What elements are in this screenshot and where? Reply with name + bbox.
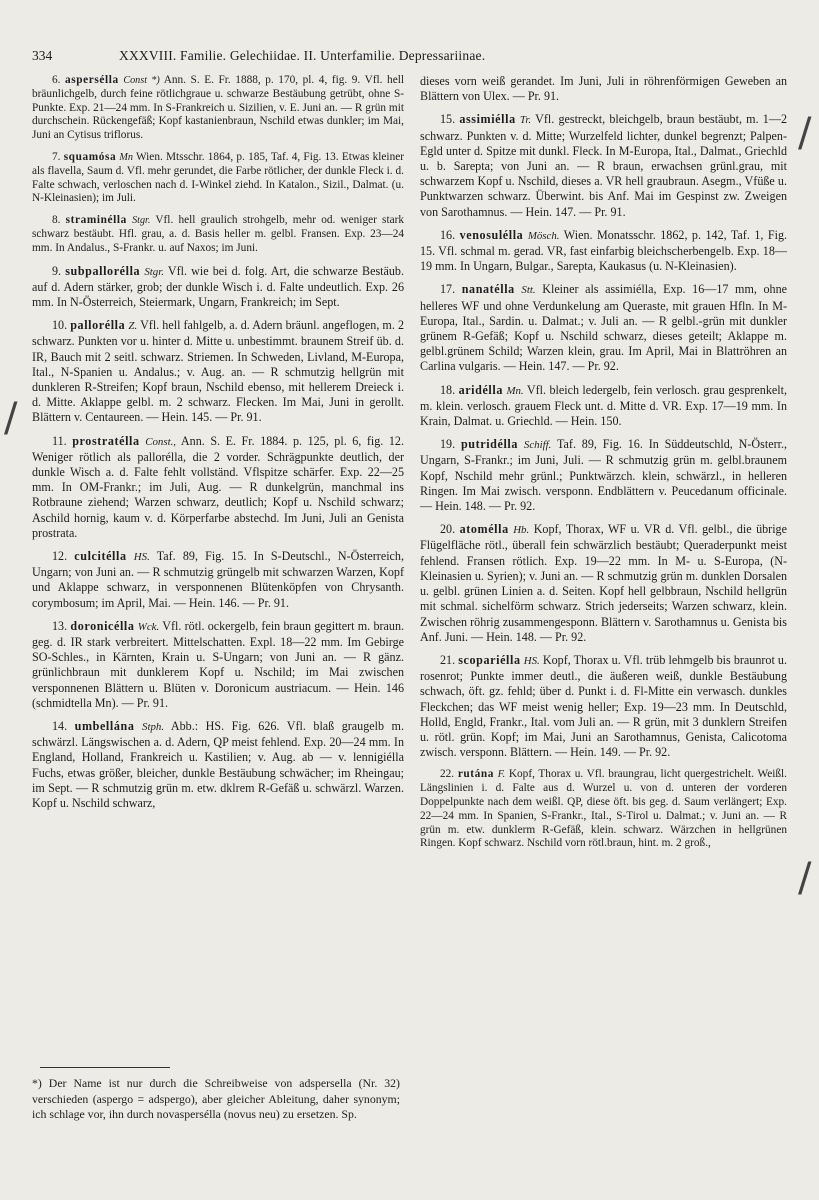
species-name: atomélla: [459, 522, 509, 537]
species-name: pallorélla: [70, 318, 126, 333]
species-name: aspersélla: [65, 74, 119, 86]
footnote: *) Der Name ist nur durch die Schreibweise von adspersella (Nr. 32) verschieden (aspergo = adspergo), aber gleicher Ableitung, daher synonym; ich schlage vor, ihn durch novaspersélla (novus neu) zu ersetzen. Sp.: [32, 1076, 400, 1121]
species-name: umbellána: [74, 719, 135, 734]
species-name: aridélla: [458, 382, 503, 397]
author-name: Mn: [119, 151, 133, 163]
species-name: scopariélla: [458, 652, 521, 667]
author-name: Stgr.: [144, 265, 164, 278]
footnote-rule: [40, 1067, 170, 1068]
species-entry: [420, 383, 787, 430]
pencil-mark-left: /: [4, 395, 18, 441]
entry-text: Wien. Monatsschr. 1862, p. 142, Taf. 1, Fig. 15. Vfl. schmal m. gerad. VR, fast einfarbig bleichscherbengelb. Exp. 18—19 mm. In Ungarn, Bulgar., Sarepta, Kaukasus (u. N-Kleinasien).: [420, 227, 788, 274]
species-entry: [32, 74, 404, 143]
species-entry: [420, 768, 787, 851]
author-name: Z.: [128, 320, 138, 333]
species-entry: [32, 318, 404, 425]
entry-number: 15.: [440, 112, 456, 127]
species-name: doronicélla: [70, 618, 135, 633]
left-column: [32, 74, 404, 819]
entry-number: 22.: [440, 768, 455, 781]
species-entry: [420, 282, 787, 374]
entry-text: Vfl. wie bei d. folg. Art, die schwarze Bestäub. auf d. Adern stärker, grob; der dunkle Wisch i. d. Falte undeutlich. Exp. 26 mm. In N-Österreich, Steiermark, Ungarn, Frankreich; im Sept.: [32, 263, 404, 309]
species-entry: [32, 549, 404, 611]
entry-number: 12.: [52, 549, 68, 564]
author-name: Stgr.: [132, 215, 151, 227]
species-name: assimiélla: [459, 112, 516, 127]
entry-text: Vfl. hell graulich strohgelb, mehr od. weniger stark schwarz bestäubt. Hfl. grau, a. d. Basis heller m. gelbl. Fransen. Exp. 23—24 mm. In Andalus., S-Frankr. u. auf Naxos; im Juni.: [32, 214, 405, 254]
species-name: squamósa: [63, 150, 117, 163]
species-entry: [32, 619, 404, 711]
species-entry: [420, 228, 787, 275]
entry-number: 8.: [52, 214, 61, 227]
author-name: Wck.: [137, 620, 160, 633]
entry-text: Vfl. rötl. ockergelb, fein braun gegittert m. braun. geg. d. IR stark verbreitert. Mittelschatten. Expl. 18—22 mm. Im Gebirge SO-Schles., in Kärnten, Krain u. S-Ungarn; von Juni an. — R gänz. grünlichbraun mit dunklerem Kopf u. Nschild; im Mai zwischen versponnenen Blättern u. Blüten v. Doronicum austriacum. — Hein. 146 (schmidtella Mn). — Pr. 91.: [32, 618, 405, 710]
entry-number: 14.: [52, 719, 68, 734]
entry-text: Vfl. bleich ledergelb, fein verlosch. grau gesprenkelt, m. klein. verlosch. grauem Fleck unt. d. Mitte d. VR. Exp. 17—19 mm. In Krain, Dalmat. u. Griechld. — Hein. 150.: [420, 382, 787, 429]
species-name: culcitélla: [74, 549, 127, 564]
entry-text: Kopf, Thorax u. Vfl. trüb lehmgelb bis braunrot u. rosenrot; Punkte immer deutl., die äußeren weiß, dunkle Bestäubung schwach, öft. gz. fehld; über d. Punkt i. d. Fl-Mitte ein verwasch. dunkles Fleckchen; das WF meist wenig heller; Exp. 19—23 mm. In Deutschld, Holld, Engld, Frankr., Ital. vom Juli an. — R grün, mit 3 dunklern Streifen u. rötl. grün. Kopf; im Mai, Juni an Sarothamnus, Genista, Calicotoma zwisch. versponn. Blättern. — Hein. 149. — Pr. 92.: [420, 652, 788, 760]
entry-text: dieses vorn weiß gerandet. Im Juni, Juli in röhrenförmigen Geweben an Blättern von Ulex. — Pr. 91.: [420, 74, 787, 104]
species-entry: [420, 437, 787, 514]
author-name: HS.: [523, 654, 540, 667]
entry-number: 13.: [52, 618, 68, 633]
pencil-mark-right-2: /: [798, 855, 812, 901]
entry-number: 18.: [440, 382, 456, 397]
species-entry: [32, 151, 404, 206]
entry-text: Kopf, Thorax, WF u. VR d. Vfl. gelbl., die übrige Flügelfläche rötl., überall fein schwärzlich bestäubt; Queraderpunkt meist fehlend. Fransen rötlich. Exp. 19—22 mm. In M- u. S-Europa, (N-Kleinasien u. Syrien); v. Juni an. — R schmutzig grün m. dunklen Dorsalen u. gelbl. grünen Linien a. d. Seiten. Kopf hell gelbbraun, Nschild hellgrün mit schmal. sichelförm schwarz. Strich jederseits; Warzen schwarz, klein. Zwischen röhrig zusammengesponn. Blättern v. Sarothamnus u. Genista bis Anf. Juni. — Hein. 148. — Pr. 92.: [420, 522, 787, 644]
entry-text: Vfl. hell fahlgelb, a. d. Adern bräunl. angeflogen, m. 2 schwarz. Punkten vor u. hinter d. Mitte u. unbestimmt. braunem Streif üb. d. IR, Bauch mit 2 seitl. schwarz. Striemen. In Schweden, Livland, M-Europa, Ital., N-Spanien u. Andalus.; v. Aug. an. — R schmutzig hellgrün mit dunkleren R-Streifen; Kopf braun, Nschild ebenso, mit hellerem Dreieck i. d. Mitte. Aklappe gelbl. m. 2 schwarz. Flecken. Im Mai, Juni in gerollt. Blättern v. Centaureen. — Hein. 145. — Pr. 91.: [32, 318, 405, 425]
entry-text: Taf. 89, Fig. 15. In S-Deutschl., N-Österreich, Ungarn; von Juni an. — R schmutzig grüngelb mit schwarzen Warzen, Kopf und Aklappe schwarz, in versponnenen Blütenköpfen von Chrysanth. corymbosum; im April, Mai. — Hein. 146. — Pr. 91.: [32, 549, 404, 610]
entry-number: 19.: [440, 437, 456, 452]
entry-number: 21.: [440, 652, 456, 667]
running-title: XXXVIII. Familie. Gelechiidae. II. Unterfamilie. Depressariinae.: [119, 48, 486, 63]
entry-number: 7.: [52, 150, 61, 163]
entry-number: 11.: [52, 433, 67, 448]
author-name: HS.: [133, 551, 150, 564]
author-name: Hb.: [513, 524, 530, 537]
entry-text: Ann. S. E. Fr. 1884. p. 125, pl. 6, fig. 12. Weniger rötlich als pallorélla, die 2 vorder. Schrägpunkte deutlich, der dunkle Wisch a. d. Falte fehlt vollständ. Vflspitze schärfer. Exp. 22—25 mm. In OM-Frankr.; im Juli, Aug. — R dunkelgrün, manchmal ins Rotbraune ziehend; Warzen schwarz, deutlich; Kopf u. Nschild schwarz; Aschild hornig, kaum v. d. Körperfarbe abstechd. Im Juni, Juli an Genista prostrata.: [32, 433, 404, 540]
species-entry: [420, 112, 787, 219]
species-name: putridélla: [460, 437, 519, 452]
author-name: Stt.: [521, 284, 536, 297]
species-entry: [32, 434, 404, 541]
species-name: straminélla: [65, 214, 127, 227]
author-name: Mösch.: [527, 229, 560, 242]
entry-text: Taf. 89, Fig. 16. In Süddeutschld, N-Österr., Ungarn, S-Frankr.; im Juni, Juli. — R schmutzig grün m. gelbl.braunem Kopf, Nschild mehr grünl.; Punktwärzch. klein, schwärzl., in helleren Ringen. Im Mai zwisch. versponn. Endblättern v. Peucedanum officinale. — Hein. 148. — Pr. 92.: [420, 437, 788, 514]
page-number: 334: [32, 48, 53, 63]
entry-number: 10.: [52, 318, 68, 333]
author-name: Const.,: [145, 435, 177, 448]
entry-number: 16.: [440, 227, 456, 242]
right-column: [420, 74, 787, 859]
species-name: rutána: [457, 768, 495, 781]
species-name: prostratélla: [72, 433, 140, 448]
species-name: nanatélla: [461, 282, 515, 297]
entry-text: Kopf, Thorax u. Vfl. braungrau, licht quergestrichelt. Weißl. Längslinien i. d. Falte aus d. Wurzel u. von d. unteren der vorderen Doppelpunkte nach dem weißl. QP, diese öft. bis geg. d. Saum verlängert; Exp. 22—24 mm. In Spanien, S-Frankr., Ital., S-Tirol u. Dalmat.; v. Juni an. — R grün m. etw. dunklerm R-Gefäß, klein. schwarz. Wärzchen in hellgrünen Ringen. Kopf schwarz. Nschild vorn rötl.braun, hint. m. 2 groß.,: [420, 768, 788, 850]
species-name: subpallorélla: [65, 263, 141, 278]
entry-number: 17.: [440, 282, 456, 297]
author-name: Stph.: [142, 721, 165, 734]
entry-text: Wien. Mtsschr. 1864, p. 185, Taf. 4, Fig. 13. Etwas kleiner als flavella, Saum d. Vfl. mehr gerundet, die Farbe rötlicher, der dunkle Fleck i. d. Falte schwach, verloschen nach d. I-Winkel ziehd. In Katalon., Sizil., Dalmat. (u. N-Kleinasien); im Juli.: [32, 150, 404, 205]
author-name: Mn.: [506, 384, 524, 397]
author-name: Const *): [123, 75, 160, 86]
species-entry: [32, 719, 404, 811]
author-name: F.: [497, 769, 506, 781]
species-entry: [420, 653, 787, 760]
entry-text: Ann. S. E. Fr. 1888, p. 170, pl. 4, fig. 9. Vfl. hell bräunlichgelb, durch feine rötlichgraue u. schwarze Bestäubung getrübt, ohne S-Punkte. Exp. 21—24 mm. In S-Frankreich u. Sizilien, v. E. Juni an. — R grün mit durchschein. Rückengefäß; Kopf kastanienbraun, Nschild etwas dunkler; im Mai, Juni an Cytisus triflorus.: [32, 74, 404, 142]
pencil-mark-right-1: /: [798, 110, 812, 156]
entry-number: 6.: [52, 74, 61, 86]
entry-text: Kleiner als assimiélla, Exp. 16—17 mm, ohne helleres WF und ohne Verdunkelung am Queraste, mit grauen Hfln. In M-Europa, Ital., Sardin. u. Dalmat.; v. Juli an. — R gelbl.-grün mit dunkler grünem R-Gefäß; Kopf u. Nschild schwarz, dieses geteilt; Aklappe m. gelbl.grünem Schild; Warzen klein, grau. Im April, Mai in Blattröhren an Carlina vulgaris. — Hein. 147. — Pr. 92.: [420, 282, 787, 374]
author-name: Schiff.: [523, 439, 552, 452]
entry-number: 9.: [52, 263, 62, 278]
species-entry: [32, 214, 404, 255]
species-entry: [420, 74, 787, 104]
running-header: [32, 48, 812, 70]
species-entry: [420, 522, 787, 645]
entry-number: 20.: [440, 522, 456, 537]
species-name: venosulélla: [459, 227, 524, 242]
species-entry: [32, 264, 404, 311]
entry-text: Abb.: HS. Fig. 626. Vfl. blaß graugelb m. schwärzl. Längswischen a. d. Adern, QP meist fehlend. Exp. 20—24 mm. In England, Holland, Frankreich u. Kastilien; v. Aug. ab — v. lennigiélla Fuchs, etwas größer, bleicher, dunkle Bestäubung schwächer; im Rheingau; im Sept. — R schmutzig grün m. etw. dklrem R-Gefäß u. schwärzl. Warzen. Kopf u. Nschild schwarz,: [32, 719, 404, 811]
entry-text: Vfl. gestreckt, bleichgelb, braun bestäubt, m. 1—2 schwarz. Punkten v. d. Mitte; Wurzelfeld lichter, dunkel begrenzt; Palpen-Egld unter d. Spitze mit dunkl. Fleck. In M-Europa, Ital., Dalmat., Griechld u. b. Sarepta; von Juni an. — R braun, erwachsen grünl.grau, mit schwarzem Kopf u. Nschild, dieses a. VR hell graubraun. Asegm., Vfüße u. Punktwarzen schwarz. Überwint. bis Anf. Mai im Gespinst zw. Zweigen von Sarothamnus. — Hein. 147. — Pr. 91.: [420, 112, 787, 219]
author-name: Tr.: [519, 114, 532, 127]
